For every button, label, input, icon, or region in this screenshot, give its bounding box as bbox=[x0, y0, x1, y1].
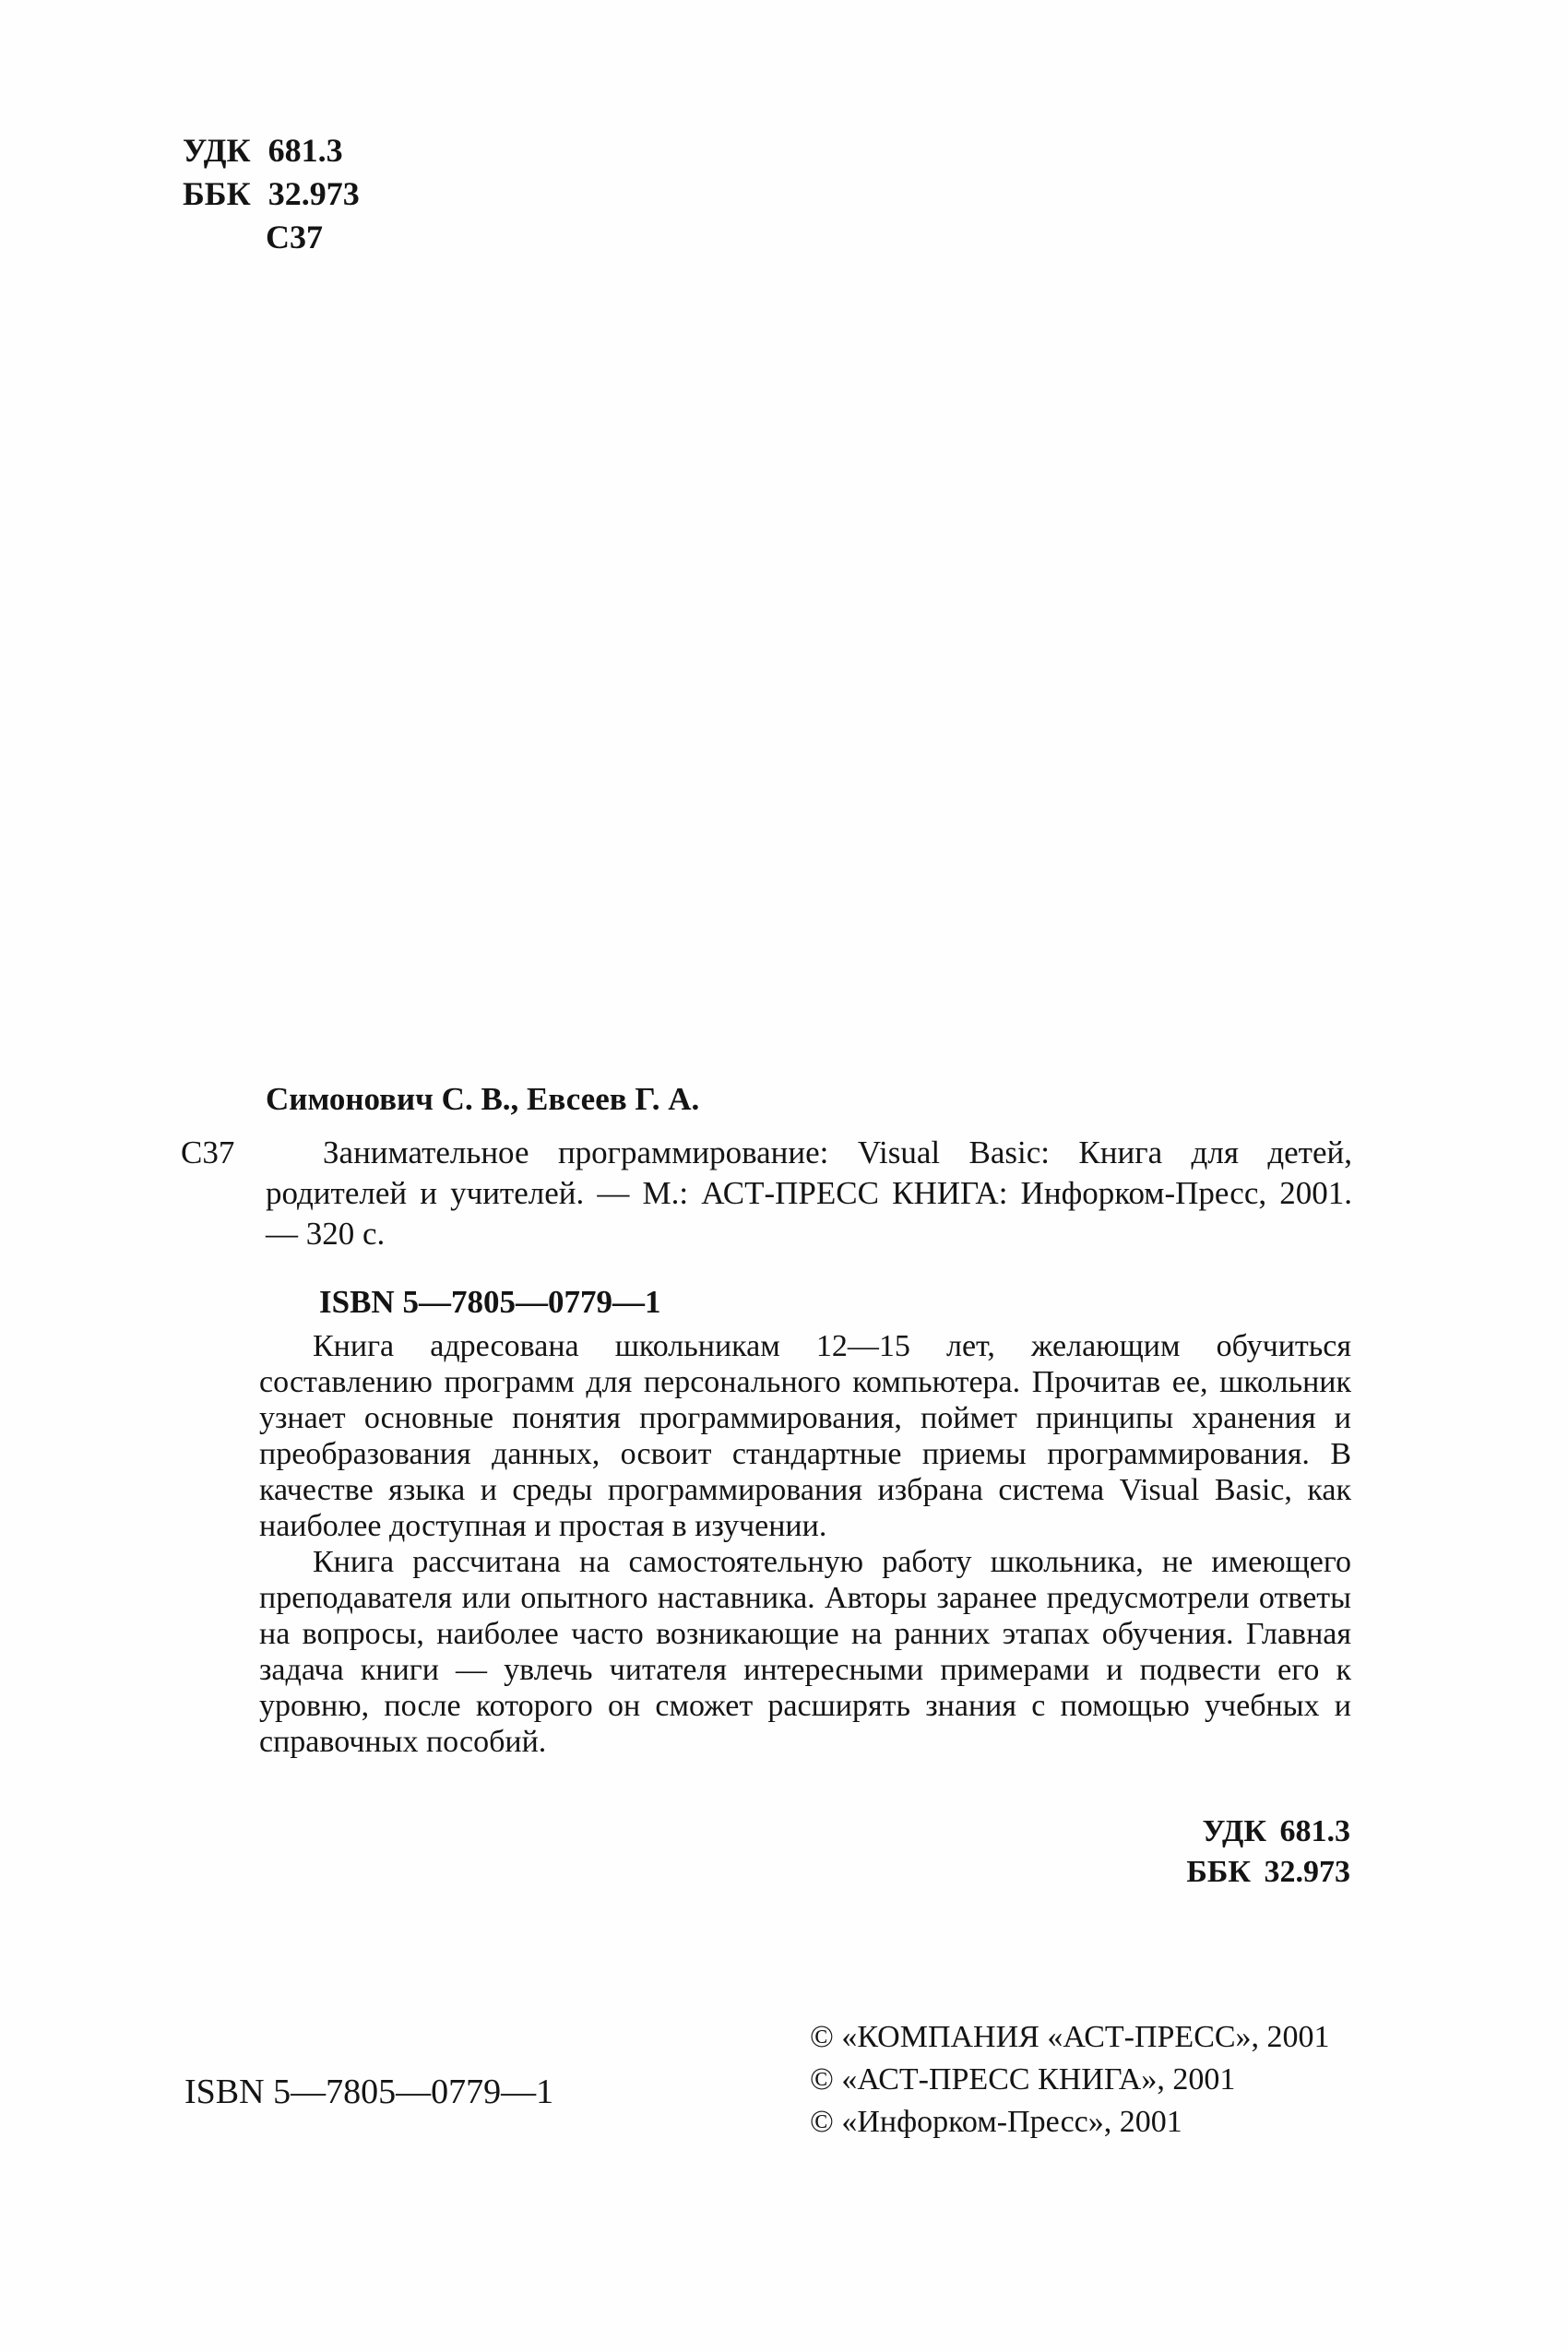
authors-line: Симонович С. В., Евсеев Г. А. bbox=[266, 1081, 700, 1117]
annotation bbox=[259, 1328, 1351, 1760]
isbn-top: ISBN 5—7805—0779—1 bbox=[319, 1284, 661, 1320]
annotation-paragraph-1: Книга адресована школьникам 12—15 лет, желающим обучиться составлению программ для персонального компьютера. Прочитав ее, школьник узнает основные понятия программирования, поймет принципы хранения и преобразования данных, освоит стандартные приемы программирования. В качестве языка и среды программирования избрана система Visual Basic, как наиболее доступная и простая в изучении. bbox=[259, 1329, 1351, 1543]
copyright-block bbox=[810, 2016, 1330, 2144]
isbn-bottom: ISBN 5—7805—0779—1 bbox=[184, 2073, 554, 2111]
copyright-line: © «КОМПАНИЯ «АСТ-ПРЕСС», 2001 bbox=[810, 2020, 1330, 2054]
udk-top: УДК 681.3 bbox=[183, 132, 343, 169]
annotation-paragraph-2: Книга рассчитана на самостоятельную работу школьника, не имеющего преподавателя или опытного наставника. Авторы заранее предусмотрели ответы на вопросы, наиболее часто возникающие на ранних этапах обучения. Главная задача книги — увлечь читателя интересными примерами и подвести его к уровню, после которого он сможет расширять знания с помощью учебных и справочных пособий. bbox=[259, 1545, 1351, 1759]
udk-right: УДК 681.3 bbox=[1202, 1814, 1350, 1848]
author-sign-entry: С37 bbox=[181, 1134, 235, 1170]
bbk-top: ББК 32.973 bbox=[183, 175, 360, 212]
catalog-entry bbox=[181, 1133, 1352, 1254]
bbk-right: ББК 32.973 bbox=[1186, 1855, 1350, 1889]
copyright-line: © «АСТ-ПРЕСС КНИГА», 2001 bbox=[810, 2062, 1236, 2097]
author-sign-top: С37 bbox=[266, 219, 323, 255]
classification-block bbox=[183, 129, 360, 259]
classification-right-block bbox=[885, 1812, 1350, 1893]
bibliographic-description: Занимательное программирование: Visual Basic: Книга для детей, родителей и учителей. — М.: АСТ-ПРЕСС КНИГА: Инфорком-Пресс, 2001. — 320 с. bbox=[266, 1134, 1352, 1252]
copyright-line: © «Инфорком-Пресс», 2001 bbox=[810, 2105, 1182, 2139]
